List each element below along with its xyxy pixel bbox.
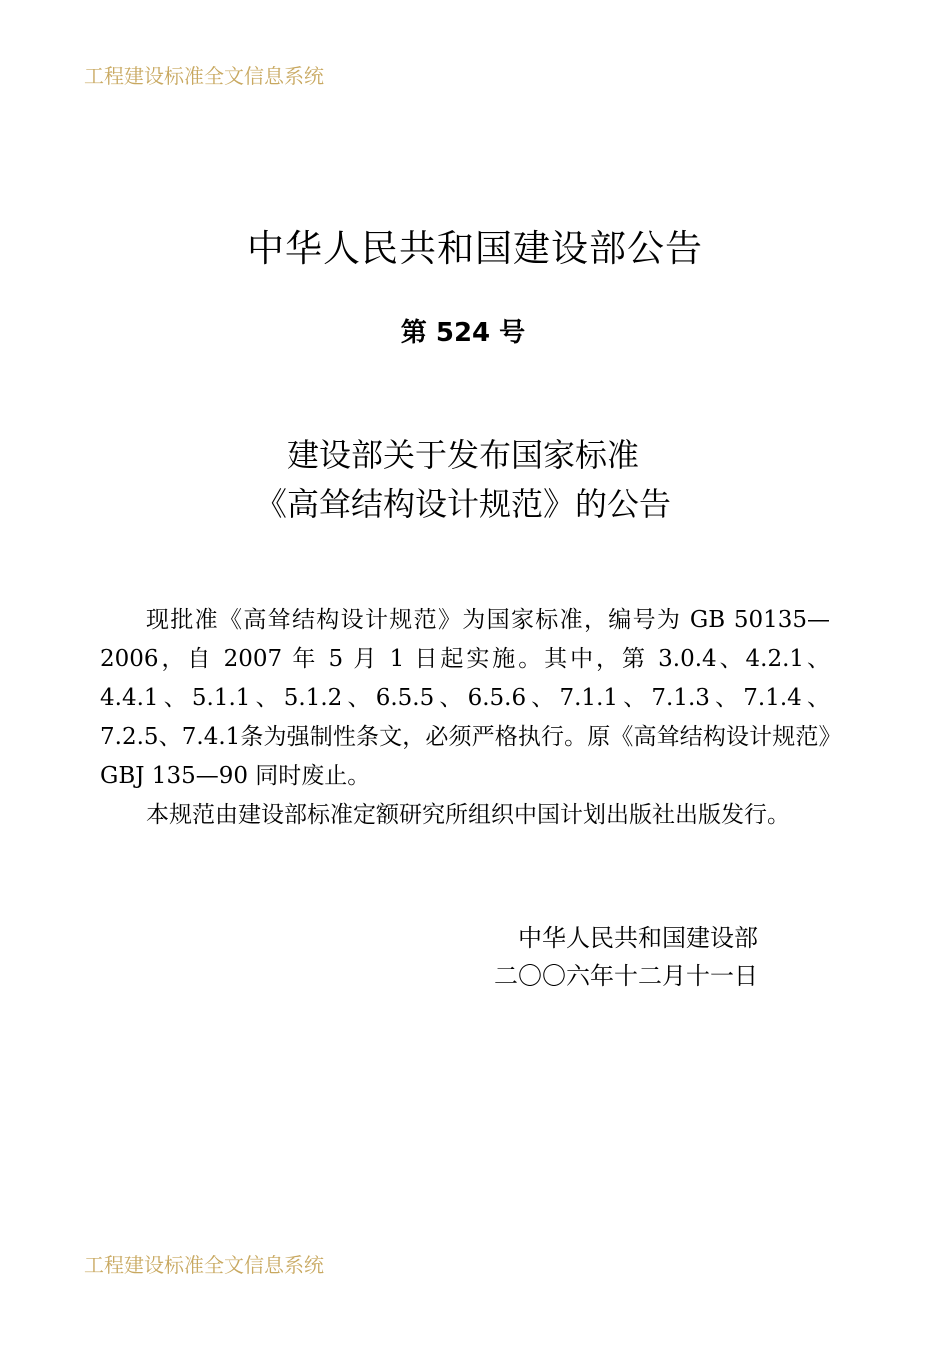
announcement-subtitle-line1: 建设部关于发布国家标准 [286,436,639,474]
page-title: 中华人民共和国建设部公告 [247,227,703,270]
body-paragraph-1: 现批准《高耸结构设计规范》为国家标准，编号为 GB 50135—2006，自 2007 年 5 月 1 日起实施。其中，第 3.0.4、4.2.1、4.4.1、5.1.1、5.1.2、6.5.5、6.5.6、7.1.1、7.1.3、7.1.4、7.2.5、7.4.1条为强制性条文，必须严格执行。原《高耸结构设计规范》GBJ 135—90 同时废止。 [100,607,830,789]
watermark-bottom: 工程建设标准全文信息系统 [84,1253,324,1277]
announcement-number: 第 524 号 [400,318,526,348]
body-paragraph-2: 本规范由建设部标准定额研究所组织中国计划出版社出版发行。 [146,802,790,828]
watermark-top: 工程建设标准全文信息系统 [84,64,324,88]
announcement-subtitle-line2: 《高耸结构设计规范》的公告 [254,485,671,523]
issuer-name: 中华人民共和国建设部 [518,924,758,952]
issue-date: 二〇〇六年十二月十一日 [494,962,758,990]
